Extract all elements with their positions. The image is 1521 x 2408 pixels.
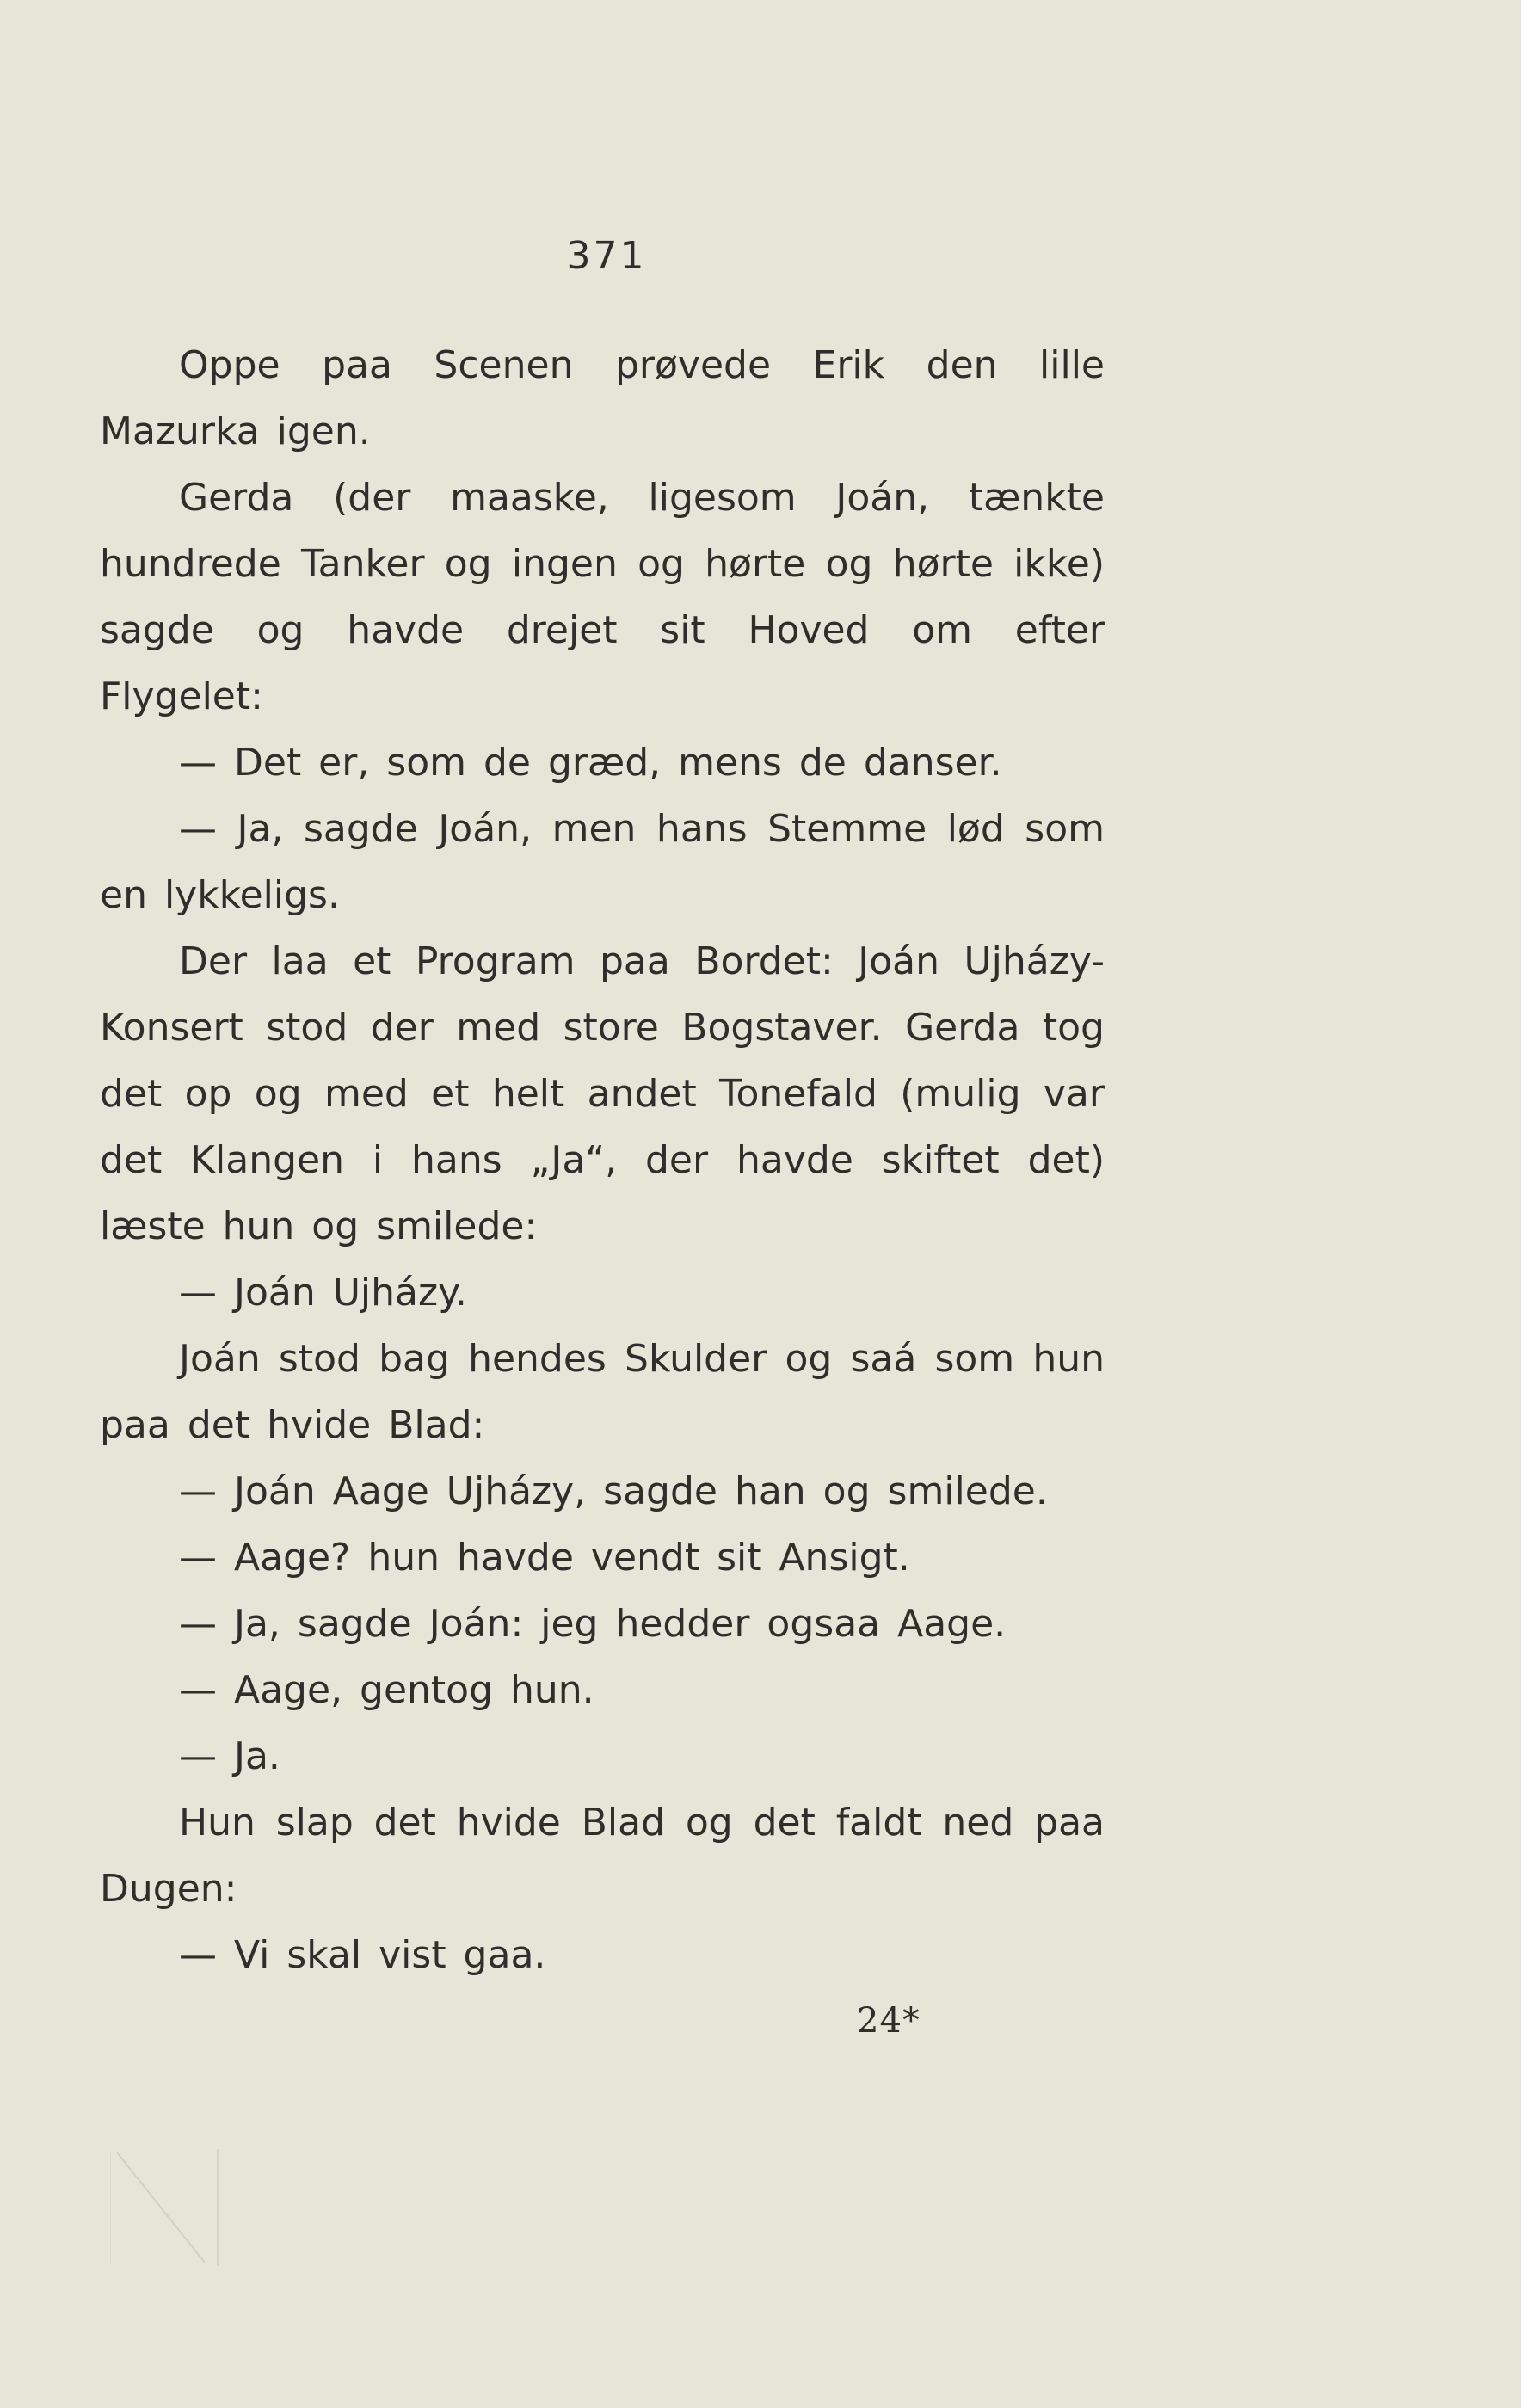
dialogue-line: — Aage? hun havde vendt sit Ansigt. xyxy=(179,1536,910,1580)
dialogue-line: — Det er, som de græd, mens de danser. xyxy=(179,741,1002,785)
paragraph: Hun slap det hvide Blad og det faldt ned paa Dugen: xyxy=(100,1801,1105,1911)
dialogue-line: — Joán Ujházy. xyxy=(179,1271,467,1315)
plate-mark-icon xyxy=(110,2149,217,2266)
paragraph: Joán stod bag hendes Skulder og saá som hun paa det hvide Blad: xyxy=(100,1337,1105,1447)
dialogue-line: — Vi skal vist gaa. xyxy=(179,1933,546,1977)
body-text xyxy=(100,332,1105,1988)
dialogue-line: — Aage, gentog hun. xyxy=(179,1668,594,1712)
paragraph: Oppe paa Scenen prøvede Erik den lille Mazurka igen. xyxy=(100,343,1105,453)
dialogue-line: — Ja. xyxy=(179,1734,280,1778)
signature-mark: 24* xyxy=(857,2001,921,2041)
paragraph: Der laa et Program paa Bordet: Joán Ujházy-Konsert stod der med store Bogstaver. Gerda tog det op og med et helt andet Tonefald (mulig var det Klangen i hans „Ja“, der havde skiftet det) læste hun og smilede: xyxy=(100,939,1105,1248)
page-number: 371 xyxy=(566,234,647,278)
dialogue-line: — Ja, sagde Joán, men hans Stemme lød som en lykkeligs. xyxy=(100,807,1105,917)
plate-mark-decoration xyxy=(110,2149,219,2266)
dialogue-line: — Joán Aage Ujházy, sagde han og smilede. xyxy=(179,1469,1048,1513)
paragraph: Gerda (der maaske, ligesom Joán, tænkte hundrede Tanker og ingen og hørte og hørte ikke) sagde og havde drejet sit Hoved om efter Flygelet: xyxy=(100,476,1105,718)
dialogue-line: — Ja, sagde Joán: jeg hedder ogsaa Aage. xyxy=(179,1602,1007,1646)
